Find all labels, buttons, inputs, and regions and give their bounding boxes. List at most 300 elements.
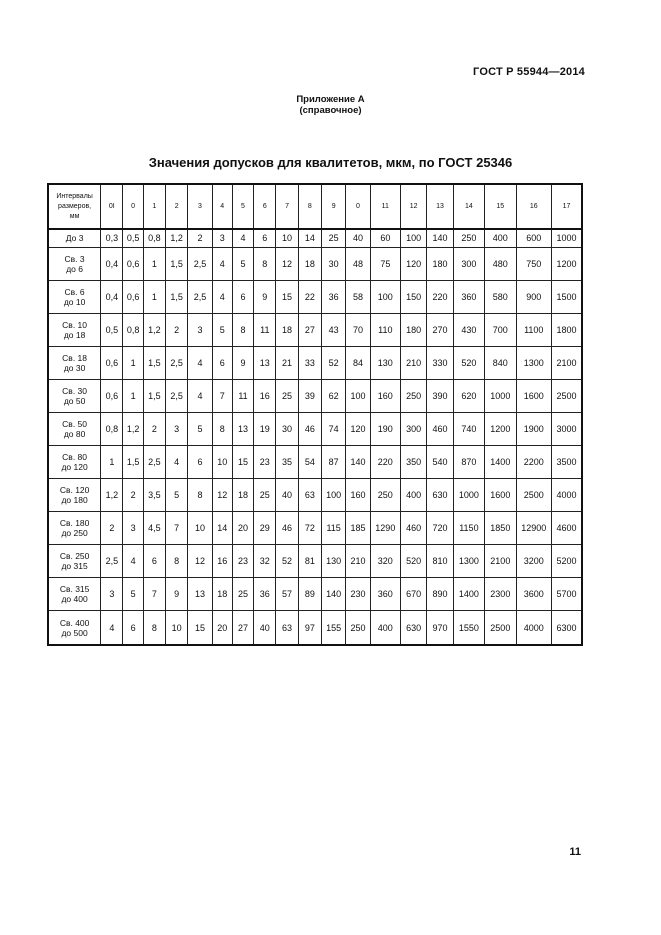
tolerance-cell: 12900 — [516, 512, 551, 545]
tolerance-cell: 3 — [212, 229, 232, 247]
tolerance-cell: 87 — [322, 446, 346, 479]
row-size-interval — [48, 247, 101, 280]
tolerance-cell: 330 — [427, 346, 453, 379]
row-size-interval — [48, 280, 101, 313]
tolerance-cell: 115 — [322, 512, 346, 545]
row-label-line: Св. 6 — [64, 286, 85, 297]
row-label-line: Св. 400 — [59, 617, 90, 628]
tolerance-cell: 52 — [322, 346, 346, 379]
tolerance-cell: 1,2 — [143, 313, 165, 346]
tolerance-cell: 18 — [232, 479, 253, 512]
tolerance-cell: 19 — [254, 413, 276, 446]
table-row — [48, 280, 582, 313]
header-grade-5: 4 — [212, 184, 232, 229]
tolerance-cell: 1,5 — [143, 379, 165, 412]
tolerance-cell: 900 — [516, 280, 551, 313]
tolerance-cell: 130 — [322, 545, 346, 578]
tolerance-cell: 1,5 — [123, 446, 143, 479]
tolerance-cell: 21 — [276, 346, 298, 379]
tolerance-cell: 1400 — [453, 578, 484, 611]
tolerance-cell: 0,8 — [101, 413, 123, 446]
tolerance-cell: 360 — [453, 280, 484, 313]
table-row — [48, 446, 582, 479]
tolerance-cell: 2 — [188, 229, 212, 247]
tolerance-cell: 600 — [516, 229, 551, 247]
tolerance-cell: 1290 — [370, 512, 400, 545]
tolerance-cell: 2,5 — [188, 247, 212, 280]
tolerance-cell: 8 — [254, 247, 276, 280]
tolerance-cell: 0,3 — [101, 229, 123, 247]
tolerance-cell: 9 — [166, 578, 188, 611]
corner-line: размеров, — [58, 202, 92, 210]
table-row — [48, 379, 582, 412]
appendix-heading — [0, 94, 661, 116]
table-caption: Значения допусков для квалитетов, мкм, по ГОСТ 25346 — [148, 155, 513, 170]
tolerance-cell: 12 — [276, 247, 298, 280]
tolerance-cell: 180 — [427, 247, 453, 280]
tolerance-cell: 100 — [322, 479, 346, 512]
tolerance-cell: 5700 — [551, 578, 582, 611]
tolerance-cell: 1000 — [453, 479, 484, 512]
tolerance-cell: 970 — [427, 611, 453, 645]
tolerance-cell: 3000 — [551, 413, 582, 446]
header-grade-7: 6 — [254, 184, 276, 229]
tolerance-cell: 130 — [370, 346, 400, 379]
tolerance-cell: 1850 — [485, 512, 516, 545]
tolerance-cell: 150 — [401, 280, 427, 313]
tolerance-cell: 120 — [401, 247, 427, 280]
tolerance-cell: 1600 — [516, 379, 551, 412]
tolerance-cell: 390 — [427, 379, 453, 412]
tolerance-cell: 120 — [346, 413, 370, 446]
tolerance-cell: 4 — [232, 229, 253, 247]
tolerance-cell: 36 — [322, 280, 346, 313]
tolerance-cell: 63 — [276, 611, 298, 645]
tolerance-cell: 54 — [298, 446, 321, 479]
tolerance-cell: 1550 — [453, 611, 484, 645]
tolerance-cell: 6 — [254, 229, 276, 247]
tolerance-cell: 30 — [276, 413, 298, 446]
tolerance-cell: 15 — [232, 446, 253, 479]
tolerance-cell: 40 — [254, 611, 276, 645]
header-grade-3: 2 — [166, 184, 188, 229]
appendix-title: Приложение А — [296, 94, 365, 105]
header-grade-18: 17 — [551, 184, 582, 229]
tolerance-cell: 520 — [401, 545, 427, 578]
table-row — [48, 611, 582, 645]
tolerance-cell: 810 — [427, 545, 453, 578]
row-label-line: Св. 120 — [59, 485, 90, 496]
row-size-interval — [48, 611, 101, 645]
tolerance-cell: 160 — [346, 479, 370, 512]
tolerance-cell: 1 — [143, 247, 165, 280]
tolerance-cell: 4 — [212, 247, 232, 280]
table-row — [48, 313, 582, 346]
tolerance-cell: 81 — [298, 545, 321, 578]
tolerance-cell: 8 — [188, 479, 212, 512]
tolerance-cell: 4 — [188, 379, 212, 412]
tolerance-cell: 480 — [485, 247, 516, 280]
tolerance-cell: 8 — [232, 313, 253, 346]
tolerance-cell: 20 — [232, 512, 253, 545]
row-label-line: до 18 — [63, 329, 86, 340]
tolerance-cell: 250 — [401, 379, 427, 412]
header-grade-11: 0 — [346, 184, 370, 229]
tolerance-cell: 4 — [123, 545, 143, 578]
tolerance-cell: 4000 — [516, 611, 551, 645]
row-label-line: до 30 — [63, 362, 86, 373]
tolerance-cell: 14 — [298, 229, 321, 247]
tolerance-cell: 2100 — [485, 545, 516, 578]
tolerance-cell: 8 — [143, 611, 165, 645]
tolerance-cell: 14 — [212, 512, 232, 545]
tolerance-cell: 250 — [346, 611, 370, 645]
tolerance-cell: 89 — [298, 578, 321, 611]
tolerance-cell: 10 — [166, 611, 188, 645]
tolerance-cell: 4 — [188, 346, 212, 379]
tolerance-cell: 2,5 — [166, 346, 188, 379]
tolerance-cell: 140 — [346, 446, 370, 479]
tolerance-cell: 0,4 — [101, 247, 123, 280]
tolerance-cell: 15 — [276, 280, 298, 313]
tolerance-cell: 10 — [276, 229, 298, 247]
tolerance-cell: 18 — [298, 247, 321, 280]
tolerance-cell: 520 — [453, 346, 484, 379]
row-label-line: Св. 3 — [64, 253, 85, 264]
tolerance-cell: 30 — [322, 247, 346, 280]
tolerance-cell: 39 — [298, 379, 321, 412]
header-grade-12: 11 — [370, 184, 400, 229]
tolerance-cell: 32 — [254, 545, 276, 578]
row-label-line: до 50 — [63, 395, 86, 406]
tolerance-cell: 0,6 — [101, 346, 123, 379]
tolerance-cell: 0,8 — [143, 229, 165, 247]
header-grade-6: 5 — [232, 184, 253, 229]
row-label-line: Св. 250 — [59, 551, 90, 562]
tolerance-cell: 20 — [212, 611, 232, 645]
tolerance-cell: 6300 — [551, 611, 582, 645]
tolerance-cell: 630 — [401, 611, 427, 645]
tolerance-cell: 4,5 — [143, 512, 165, 545]
tolerance-cell: 29 — [254, 512, 276, 545]
tolerance-cell: 5 — [212, 313, 232, 346]
appendix-subtitle: (справочное) — [299, 105, 362, 116]
tolerance-cell: 11 — [232, 379, 253, 412]
tolerance-cell: 360 — [370, 578, 400, 611]
tolerance-cell: 62 — [322, 379, 346, 412]
tolerance-cell: 300 — [453, 247, 484, 280]
corner-line: Интервалы — [56, 192, 93, 200]
tolerance-cell: 140 — [322, 578, 346, 611]
row-size-interval — [48, 229, 101, 247]
tolerance-cell: 2100 — [551, 346, 582, 379]
tolerance-cell: 250 — [370, 479, 400, 512]
tolerance-cell: 630 — [427, 479, 453, 512]
tolerance-cell: 1,5 — [166, 280, 188, 313]
tolerance-cell: 750 — [516, 247, 551, 280]
row-size-interval — [48, 512, 101, 545]
tolerance-cell: 1,5 — [166, 247, 188, 280]
tolerance-cell: 1400 — [485, 446, 516, 479]
table-row — [48, 578, 582, 611]
row-label-line: до 180 — [61, 495, 88, 506]
tolerance-cell: 6 — [188, 446, 212, 479]
tolerance-cell: 16 — [254, 379, 276, 412]
tolerance-cell: 13 — [188, 578, 212, 611]
tolerance-cell: 620 — [453, 379, 484, 412]
table-row — [48, 545, 582, 578]
tolerance-cell: 3600 — [516, 578, 551, 611]
table-body — [48, 229, 582, 645]
tolerance-cell: 36 — [254, 578, 276, 611]
page-number: 11 — [569, 846, 581, 858]
tolerance-cell: 15 — [188, 611, 212, 645]
row-size-interval — [48, 479, 101, 512]
tolerance-cell: 1500 — [551, 280, 582, 313]
tolerance-cell: 5 — [188, 413, 212, 446]
tolerance-cell: 27 — [232, 611, 253, 645]
row-label-line: Св. 10 — [62, 319, 88, 330]
header-grade-16: 15 — [485, 184, 516, 229]
tolerance-cell: 1300 — [516, 346, 551, 379]
row-label-line: до 500 — [61, 627, 88, 638]
tolerance-cell: 6 — [143, 545, 165, 578]
header-size-intervals — [48, 184, 101, 229]
tolerance-cell: 1800 — [551, 313, 582, 346]
tolerance-cell: 2,5 — [101, 545, 123, 578]
tolerance-cell: 63 — [298, 479, 321, 512]
tolerance-cell: 300 — [401, 413, 427, 446]
tolerance-cell: 3 — [166, 413, 188, 446]
tolerance-cell: 100 — [370, 280, 400, 313]
tolerance-cell: 140 — [427, 229, 453, 247]
tolerance-cell: 12 — [188, 545, 212, 578]
tolerance-cell: 60 — [370, 229, 400, 247]
tolerance-cell: 3,5 — [143, 479, 165, 512]
row-label-line: Св. 18 — [62, 352, 88, 363]
table-row — [48, 413, 582, 446]
tolerance-cell: 1 — [101, 446, 123, 479]
tolerance-cell: 2300 — [485, 578, 516, 611]
tolerance-cell: 13 — [232, 413, 253, 446]
tolerance-cell: 74 — [322, 413, 346, 446]
tolerance-cell: 430 — [453, 313, 484, 346]
tolerance-cell: 0,6 — [101, 379, 123, 412]
tolerance-cell: 40 — [276, 479, 298, 512]
tolerance-cell: 2200 — [516, 446, 551, 479]
tolerance-cell: 2 — [143, 413, 165, 446]
tolerance-cell: 160 — [370, 379, 400, 412]
tolerance-cell: 4 — [166, 446, 188, 479]
tolerance-cell: 75 — [370, 247, 400, 280]
tolerance-cell: 0,4 — [101, 280, 123, 313]
tolerance-cell: 700 — [485, 313, 516, 346]
tolerance-cell: 35 — [276, 446, 298, 479]
tolerance-cell: 46 — [298, 413, 321, 446]
row-label-line: до 400 — [61, 594, 88, 605]
tolerance-cell: 2,5 — [188, 280, 212, 313]
tolerance-cell: 72 — [298, 512, 321, 545]
tolerance-cell: 210 — [346, 545, 370, 578]
tolerance-cell: 58 — [346, 280, 370, 313]
tolerance-cell: 3 — [101, 578, 123, 611]
row-label-line: до 6 — [66, 263, 83, 274]
tolerance-cell: 110 — [370, 313, 400, 346]
tolerance-cell: 1 — [123, 379, 143, 412]
tolerance-cell: 7 — [143, 578, 165, 611]
tolerance-cell: 12 — [212, 479, 232, 512]
tolerance-cell: 1100 — [516, 313, 551, 346]
tolerance-cell: 220 — [370, 446, 400, 479]
header-grade-17: 16 — [516, 184, 551, 229]
tolerance-cell: 10 — [188, 512, 212, 545]
tolerance-cell: 1,2 — [166, 229, 188, 247]
row-label-line: до 10 — [63, 296, 86, 307]
row-label-line: До 3 — [65, 233, 84, 244]
tolerance-cell: 1,2 — [123, 413, 143, 446]
tolerance-cell: 100 — [401, 229, 427, 247]
tolerance-cell: 740 — [453, 413, 484, 446]
tolerance-cell: 2 — [101, 512, 123, 545]
tolerance-cell: 0,5 — [101, 313, 123, 346]
tolerance-cell: 33 — [298, 346, 321, 379]
tolerance-cell: 400 — [485, 229, 516, 247]
tolerance-cell: 2,5 — [143, 446, 165, 479]
row-size-interval — [48, 446, 101, 479]
tolerance-cell: 460 — [427, 413, 453, 446]
tolerance-cell: 185 — [346, 512, 370, 545]
tolerance-cell: 210 — [401, 346, 427, 379]
tolerance-cell: 2500 — [516, 479, 551, 512]
tolerance-cell: 400 — [370, 611, 400, 645]
row-label-line: до 120 — [61, 462, 88, 473]
tolerance-cell: 22 — [298, 280, 321, 313]
tolerance-cell: 3200 — [516, 545, 551, 578]
row-label-line: до 315 — [61, 561, 88, 572]
tolerance-cell: 4 — [212, 280, 232, 313]
tolerance-cell: 1 — [123, 346, 143, 379]
tolerance-cell: 25 — [232, 578, 253, 611]
row-label-line: до 80 — [63, 429, 86, 440]
table-row — [48, 247, 582, 280]
header-grade-8: 7 — [276, 184, 298, 229]
tolerance-cell: 4000 — [551, 479, 582, 512]
tolerance-cell: 0,5 — [123, 229, 143, 247]
tolerance-cell: 9 — [254, 280, 276, 313]
tolerance-cell: 1200 — [551, 247, 582, 280]
tolerance-cell: 7 — [212, 379, 232, 412]
table-row — [48, 479, 582, 512]
tolerance-cell: 1000 — [485, 379, 516, 412]
tolerance-cell: 23 — [254, 446, 276, 479]
row-label-line: Св. 80 — [62, 452, 88, 463]
row-size-interval — [48, 313, 101, 346]
tolerance-cell: 18 — [212, 578, 232, 611]
header-grade-0: 0I — [101, 184, 123, 229]
tolerance-cell: 27 — [298, 313, 321, 346]
tolerance-cell: 350 — [401, 446, 427, 479]
tolerance-cell: 190 — [370, 413, 400, 446]
tolerance-cell: 870 — [453, 446, 484, 479]
tolerance-cell: 6 — [232, 280, 253, 313]
tolerance-cell: 0,8 — [123, 313, 143, 346]
tolerance-cell: 1600 — [485, 479, 516, 512]
tolerance-cell: 2500 — [551, 379, 582, 412]
tolerance-cell: 1000 — [551, 229, 582, 247]
tolerance-cell: 1300 — [453, 545, 484, 578]
header-grade-14: 13 — [427, 184, 453, 229]
tolerance-cell: 400 — [401, 479, 427, 512]
tolerance-cell: 2500 — [485, 611, 516, 645]
tolerance-cell: 155 — [322, 611, 346, 645]
row-label-line: Св. 315 — [59, 584, 90, 595]
tolerance-cell: 1150 — [453, 512, 484, 545]
row-size-interval — [48, 545, 101, 578]
tolerance-cell: 2,5 — [166, 379, 188, 412]
tolerance-cell: 3500 — [551, 446, 582, 479]
tolerance-cell: 6 — [123, 611, 143, 645]
tolerance-cell: 18 — [276, 313, 298, 346]
tolerance-cell: 40 — [346, 229, 370, 247]
tolerance-cell: 270 — [427, 313, 453, 346]
tolerance-cell: 220 — [427, 280, 453, 313]
tolerance-cell: 7 — [166, 512, 188, 545]
tolerance-cell: 10 — [212, 446, 232, 479]
header-grade-4: 3 — [188, 184, 212, 229]
tolerance-cell: 5 — [232, 247, 253, 280]
tolerance-cell: 11 — [254, 313, 276, 346]
tolerance-cell: 4 — [101, 611, 123, 645]
tolerance-cell: 97 — [298, 611, 321, 645]
tolerance-cell: 25 — [276, 379, 298, 412]
header-grade-15: 14 — [453, 184, 484, 229]
tolerance-cell: 4600 — [551, 512, 582, 545]
tolerance-cell: 460 — [401, 512, 427, 545]
tolerance-cell: 100 — [346, 379, 370, 412]
tolerance-cell: 5 — [123, 578, 143, 611]
tolerance-cell: 6 — [212, 346, 232, 379]
tolerance-cell: 250 — [453, 229, 484, 247]
tolerance-cell: 0,6 — [123, 247, 143, 280]
tolerance-cell: 25 — [254, 479, 276, 512]
tolerance-cell: 2 — [123, 479, 143, 512]
tolerance-cell: 1200 — [485, 413, 516, 446]
table-row — [48, 346, 582, 379]
header-grade-10: 9 — [322, 184, 346, 229]
tolerance-cell: 1,5 — [143, 346, 165, 379]
tolerance-table — [47, 183, 583, 646]
tolerance-cell: 57 — [276, 578, 298, 611]
header-grade-1: 0 — [123, 184, 143, 229]
tolerance-cell: 48 — [346, 247, 370, 280]
row-size-interval — [48, 413, 101, 446]
table-row — [48, 229, 582, 247]
tolerance-cell: 580 — [485, 280, 516, 313]
tolerance-cell: 52 — [276, 545, 298, 578]
tolerance-cell: 23 — [232, 545, 253, 578]
tolerance-cell: 3 — [188, 313, 212, 346]
tolerance-cell: 180 — [401, 313, 427, 346]
tolerance-cell: 70 — [346, 313, 370, 346]
tolerance-cell: 13 — [254, 346, 276, 379]
tolerance-cell: 2 — [166, 313, 188, 346]
table-row — [48, 512, 582, 545]
tolerance-cell: 5 — [166, 479, 188, 512]
tolerance-cell: 84 — [346, 346, 370, 379]
tolerance-cell: 5200 — [551, 545, 582, 578]
tolerance-cell: 230 — [346, 578, 370, 611]
row-label-line: Св. 180 — [59, 518, 90, 529]
